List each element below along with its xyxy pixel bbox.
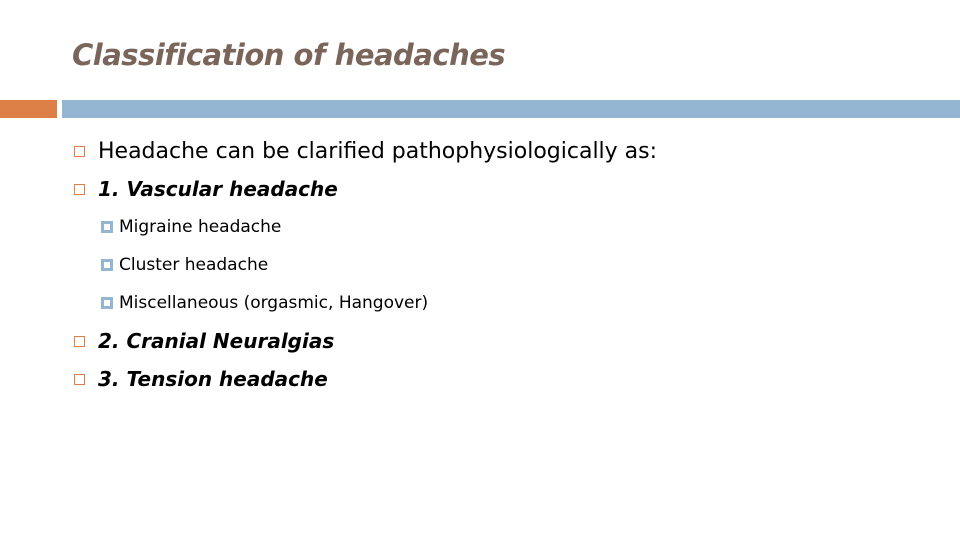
bullet-text: Migraine headache	[119, 217, 282, 237]
list-item	[74, 360, 934, 398]
filled-square-bullet-icon	[101, 259, 113, 271]
accent-bar-orange	[0, 100, 57, 118]
sub-list-item	[74, 208, 934, 246]
list-item	[74, 170, 934, 208]
bullet-list	[74, 132, 934, 398]
hollow-square-bullet-icon	[74, 146, 85, 157]
bullet-text: 3. Tension headache	[98, 367, 328, 391]
bullet-text: Headache can be clarified pathophysiologically as:	[98, 138, 658, 164]
sub-list-item	[74, 246, 934, 284]
filled-square-bullet-icon	[101, 221, 113, 233]
filled-square-bullet-icon	[101, 297, 113, 309]
bullet-text: 1. Vascular headache	[98, 177, 338, 201]
hollow-square-bullet-icon	[74, 374, 85, 385]
list-item	[74, 322, 934, 360]
accent-bar-blue	[62, 100, 960, 118]
sub-list-item	[74, 284, 934, 322]
list-item	[74, 132, 934, 170]
slide-title: Classification of headaches	[72, 38, 506, 72]
bullet-text: 2. Cranial Neuralgias	[98, 329, 335, 353]
bullet-text: Miscellaneous (orgasmic, Hangover)	[119, 293, 429, 313]
hollow-square-bullet-icon	[74, 184, 85, 195]
hollow-square-bullet-icon	[74, 336, 85, 347]
bullet-text: Cluster headache	[119, 255, 269, 275]
